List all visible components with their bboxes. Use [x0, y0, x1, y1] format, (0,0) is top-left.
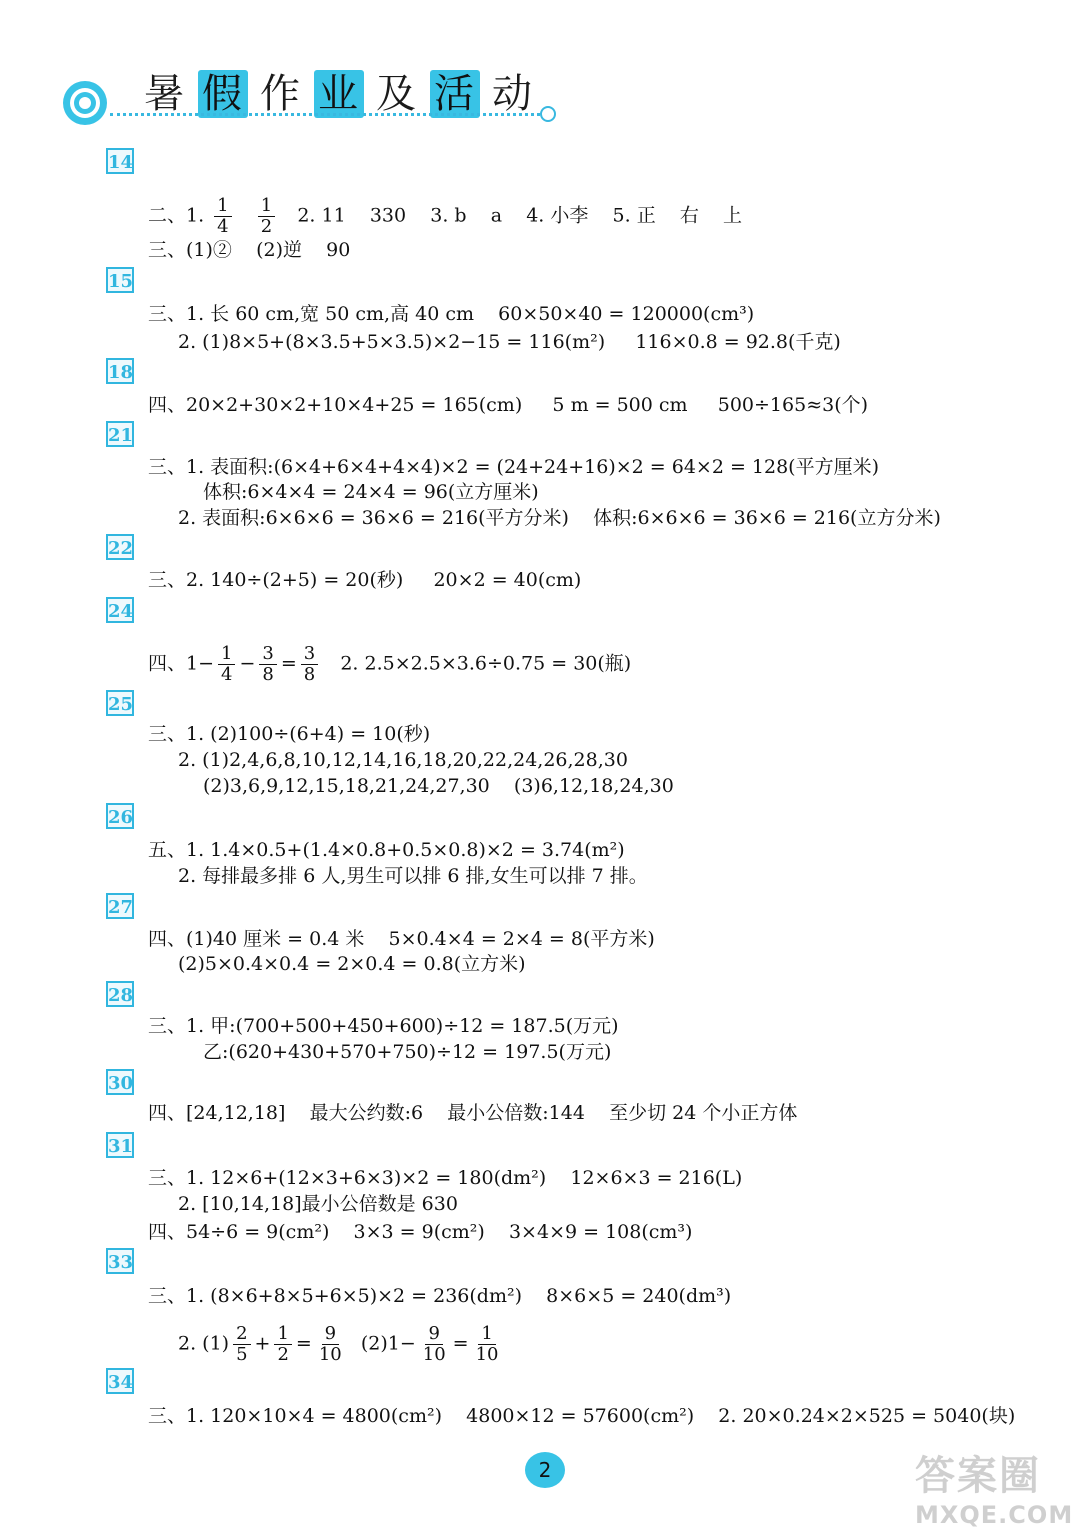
answer-text: 乙:(620+430+570+750)÷12 = 197.5(万元) — [203, 1041, 612, 1063]
divider-end-circle — [540, 106, 556, 122]
fraction — [218, 644, 235, 685]
answer-text: 四、20×2+30×2+10×4+25 = 165(cm) 5 m = 500 cm 500÷165≈3(个) — [148, 394, 869, 416]
answer-line — [148, 1166, 742, 1190]
fraction — [420, 1324, 449, 1365]
answer-text: (2)1− — [348, 1332, 416, 1355]
answer-line — [148, 1014, 619, 1038]
fraction — [316, 1324, 345, 1365]
fraction — [301, 644, 318, 685]
answer-text: 三、1. 甲:(700+500+450+600)÷12 = 187.5(万元) — [148, 1015, 619, 1037]
answer-line — [178, 864, 648, 888]
fraction-denominator: 10 — [422, 1344, 446, 1365]
page-ref-badge: 26 — [106, 803, 134, 829]
answer-line — [178, 506, 941, 530]
answer-text: 2. 表面积:6×6×6 = 36×6 = 216(平方分米) 体积:6×6×6 = 36×6 = 216(立方分米) — [178, 507, 941, 529]
answer-text: 三、1. 12×6+(12×3+6×3)×2 = 180(dm²) 12×6×3 = 216(L) — [148, 1167, 743, 1189]
answer-text: 2. [10,14,18]最小公倍数是 630 — [178, 1193, 458, 1215]
fraction-denominator: 5 — [236, 1344, 248, 1365]
answer-line — [148, 1220, 692, 1244]
answer-line — [148, 1284, 731, 1308]
title-char: 动 — [492, 71, 534, 117]
answer-text: 四、1− — [148, 652, 215, 675]
answer-line — [203, 774, 674, 798]
watermark-text-cn: 答案圈 — [915, 1453, 1041, 1499]
answer-line — [148, 838, 625, 862]
fraction-numerator: 9 — [425, 1324, 442, 1345]
page-ref-badge: 14 — [106, 148, 134, 174]
answer-line — [148, 393, 868, 417]
title-char: 业 — [314, 70, 364, 118]
page-ref-badge: 22 — [106, 534, 134, 560]
answer-text: 三、1. 长 60 cm,宽 50 cm,高 40 cm 60×50×40 = 120000(cm³) — [148, 303, 755, 325]
page-number: 2 — [525, 1452, 565, 1488]
answer-text: 2. 11 330 3. b a 4. 小李 5. 正 右 上 — [279, 204, 743, 227]
page-ref-badge: 30 — [106, 1069, 134, 1095]
answer-line — [178, 952, 526, 976]
fraction-denominator: 4 — [221, 664, 233, 685]
answer-line — [178, 748, 628, 772]
answer-text: 三、1. 120×10×4 = 4800(cm²) 4800×12 = 57600(cm²) 2. 20×0.24×2×525 = 5040(块) — [148, 1405, 1016, 1427]
fraction-denominator: 8 — [262, 664, 274, 685]
fraction — [214, 196, 231, 237]
answer-text: 2. (1)8×5+(8×3.5+5×3.5)×2−15 = 116(m²) 116×0.8 = 92.8(千克) — [178, 331, 841, 353]
answer-text: 三、1. (2)100÷(6+4) = 10(秒) — [148, 723, 431, 745]
answer-line — [203, 1040, 611, 1064]
answer-text: 体积:6×4×4 = 24×4 = 96(立方厘米) — [203, 481, 539, 503]
page-ref-badge: 15 — [106, 267, 134, 293]
fraction-denominator: 10 — [318, 1344, 342, 1365]
fraction-denominator: 2 — [277, 1344, 289, 1365]
answer-line — [148, 196, 742, 237]
answer-text: = — [280, 652, 297, 675]
answer-line — [148, 568, 581, 592]
answer-text: 三、1. (8×6+8×5+6×5)×2 = 236(dm²) 8×6×5 = 240(dm³) — [148, 1285, 732, 1307]
answer-line — [178, 330, 841, 354]
book-title — [140, 70, 538, 118]
page-ref-badge: 18 — [106, 358, 134, 384]
fraction-numerator: 1 — [218, 644, 235, 665]
fraction-numerator: 2 — [233, 1324, 250, 1345]
fraction — [233, 1324, 250, 1365]
answer-line — [178, 1192, 458, 1216]
page-header — [0, 0, 1091, 140]
answer-text: = — [452, 1332, 469, 1355]
answer-text: − — [239, 652, 256, 675]
fraction-denominator: 10 — [475, 1344, 499, 1365]
concentric-rings-icon — [60, 78, 110, 128]
answer-line — [148, 1101, 797, 1125]
answer-line — [178, 1324, 506, 1365]
answer-text: 三、2. 140÷(2+5) = 20(秒) 20×2 = 40(cm) — [148, 569, 582, 591]
fraction — [259, 644, 276, 685]
dotted-divider — [110, 113, 540, 116]
watermark-logo — [915, 1444, 1085, 1530]
fraction-numerator: 1 — [258, 196, 275, 217]
answer-text: 五、1. 1.4×0.5+(1.4×0.8+0.5×0.8)×2 = 3.74(m²) — [148, 839, 625, 861]
watermark-text-en: MXQE.COM — [915, 1501, 1074, 1529]
fraction-denominator: 8 — [303, 664, 316, 685]
answer-text: 四、(1)40 厘米 = 0.4 米 5×0.4×4 = 2×4 = 8(平方米) — [148, 928, 655, 950]
fraction — [258, 196, 275, 237]
title-char: 活 — [430, 70, 480, 118]
fraction-denominator: 2 — [260, 216, 273, 237]
answer-line — [148, 722, 430, 746]
page-ref-badge: 33 — [106, 1248, 134, 1274]
page-ref-badge: 31 — [106, 1132, 134, 1158]
page-ref-badge: 34 — [106, 1368, 134, 1394]
fraction-numerator: 3 — [259, 644, 276, 665]
fraction-numerator: 1 — [478, 1324, 495, 1345]
answer-line — [203, 480, 539, 504]
answer-line — [148, 927, 655, 951]
answer-text: (2)5×0.4×0.4 = 2×0.4 = 0.8(立方米) — [178, 953, 526, 975]
answer-text: + — [254, 1332, 271, 1355]
fraction-denominator: 4 — [217, 216, 229, 237]
answer-text: 2. 2.5×2.5×3.6÷0.75 = 30(瓶) — [322, 652, 632, 675]
answer-text: 三、1. 表面积:(6×4+6×4+4×4)×2 = (24+24+16)×2 = 64×2 = 128(平方厘米) — [148, 456, 880, 478]
page-ref-badge: 24 — [106, 597, 134, 623]
answer-text: 二、1. — [148, 204, 211, 227]
answer-text: 四、54÷6 = 9(cm²) 3×3 = 9(cm²) 3×4×9 = 108(cm³) — [148, 1221, 693, 1243]
fraction — [473, 1324, 502, 1365]
answer-line — [148, 644, 631, 685]
page-ref-badge: 28 — [106, 981, 134, 1007]
title-char: 作 — [260, 71, 302, 117]
title-char: 及 — [376, 71, 418, 117]
answer-text: 2. (1)2,4,6,8,10,12,14,16,18,20,22,24,26,28,30 — [178, 749, 628, 771]
answer-line — [148, 302, 754, 326]
answer-text: 2. (1) — [178, 1332, 230, 1355]
answer-text: 四、[24,12,18] 最大公约数:6 最小公倍数:144 至少切 24 个小正方体 — [148, 1102, 798, 1124]
answer-line — [148, 455, 879, 479]
answer-text: 2. 每排最多排 6 人,男生可以排 6 排,女生可以排 7 排。 — [178, 865, 648, 887]
answer-text — [236, 205, 254, 227]
title-char: 假 — [198, 70, 248, 118]
title-char: 暑 — [144, 71, 186, 117]
answer-text: (2)3,6,9,12,15,18,21,24,27,30 (3)6,12,18,24,30 — [203, 775, 674, 797]
answer-text: 三、(1)② (2)逆 90 — [148, 239, 351, 261]
page-ref-badge: 21 — [106, 421, 134, 447]
fraction-numerator: 1 — [214, 196, 231, 217]
page-ref-badge: 25 — [106, 690, 134, 716]
fraction-numerator: 9 — [322, 1324, 339, 1345]
fraction-numerator: 1 — [274, 1324, 291, 1345]
answer-text: = — [295, 1332, 312, 1355]
page-ref-badge: 27 — [106, 893, 134, 919]
fraction-numerator: 3 — [301, 644, 318, 665]
answer-line — [148, 1404, 1015, 1428]
fraction — [274, 1324, 291, 1365]
answer-line — [148, 238, 350, 262]
